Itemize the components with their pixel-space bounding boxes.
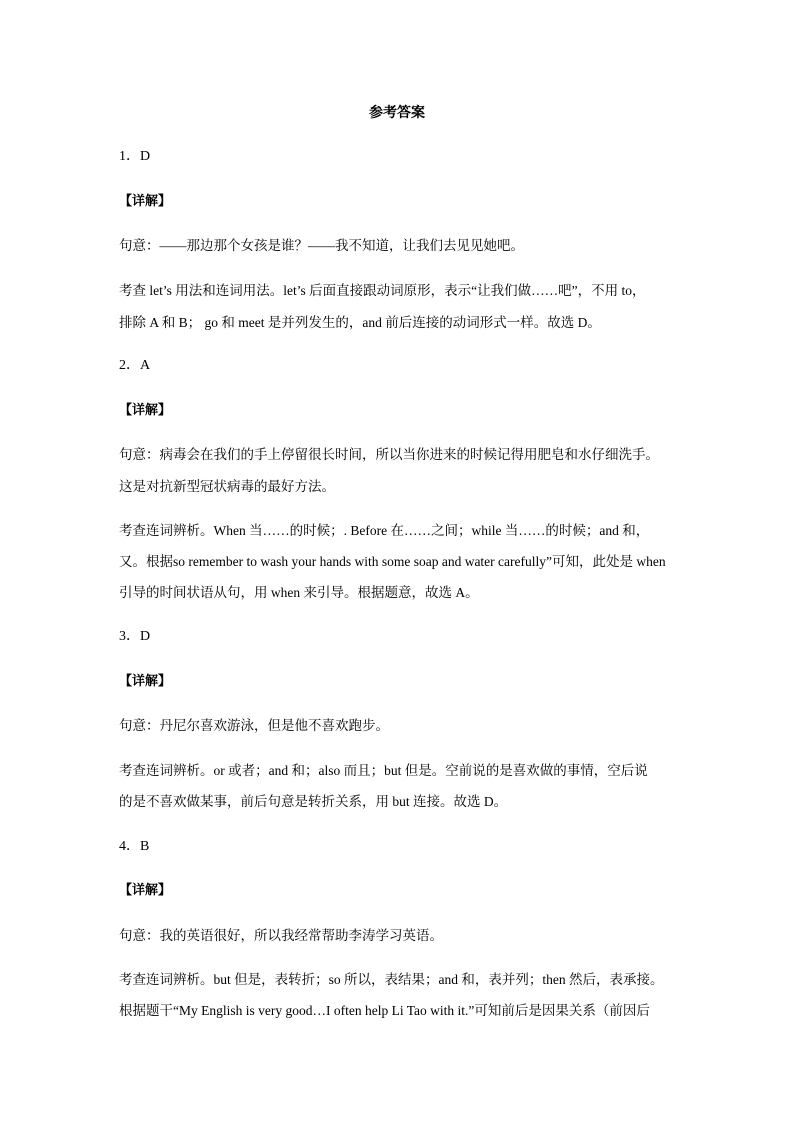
answer-2-analysis-line-2: 又。根据so remember to wash your hands with some soap and water carefully”可知，此处是 when (119, 554, 666, 569)
answer-2-detail-label: 【详解】 (119, 403, 172, 418)
answer-4-meaning: 句意：我的英语很好，所以我经常帮助李涛学习英语。 (119, 928, 443, 943)
answer-3-analysis-line-2: 的是不喜欢做某事，前后句意是转折关系，用 but 连接。故选 D。 (119, 794, 508, 809)
answer-1-analysis-line-2: 排除 A 和 B； go 和 meet 是并列发生的，and 前后连接的动词形式一样。故选 D。 (119, 315, 601, 330)
answer-3-meaning: 句意：丹尼尔喜欢游泳，但是他不喜欢跑步。 (119, 718, 389, 733)
answer-4-analysis-line-1: 考查连词辨析。but 但是，表转折；so 所以，表结果；and 和，表并列；then 然后，表承接。 (119, 972, 664, 987)
answer-3-number: 3．D (119, 629, 151, 644)
answer-1-detail-label: 【详解】 (119, 194, 172, 209)
answer-3-detail-label: 【详解】 (119, 674, 172, 689)
answer-1-analysis-line-1: 考查 let’s 用法和连词用法。let’s 后面直接跟动词原形，表示“让我们做……吧”，不用 to， (119, 283, 646, 298)
answer-3-analysis-line-1: 考查连词辨析。or 或者；and 和；also 而且；but 但是。空前说的是喜欢做的事情，空后说 (119, 763, 648, 778)
answer-1-meaning: 句意：——那边那个女孩是谁？——我不知道，让我们去见见她吧。 (119, 238, 524, 253)
answer-4-detail-label: 【详解】 (119, 883, 172, 898)
answer-2-analysis-line-1: 考查连词辨析。When 当……的时候；. Before 在……之间；while 当……的时候；and 和， (119, 523, 650, 538)
page-title: 参考答案 (369, 105, 425, 121)
answer-2-meaning-line-2: 这是对抗新型冠状病毒的最好方法。 (119, 479, 335, 494)
answer-4-number: 4．B (119, 839, 150, 854)
answer-2-analysis-line-3: 引导的时间状语从句，用 when 来引导。根据题意，故选 A。 (119, 585, 479, 600)
answer-4-analysis-line-2: 根据题干“My English is very good…I often help Li Tao with it.”可知前后是因果关系（前因后 (119, 1003, 650, 1018)
answer-2-number: 2．A (119, 358, 151, 373)
answer-2-meaning-line-1: 句意：病毒会在我们的手上停留很长时间，所以当你进来的时候记得用肥皂和水仔细洗手。 (119, 447, 659, 462)
answer-1-number: 1．D (119, 149, 151, 164)
